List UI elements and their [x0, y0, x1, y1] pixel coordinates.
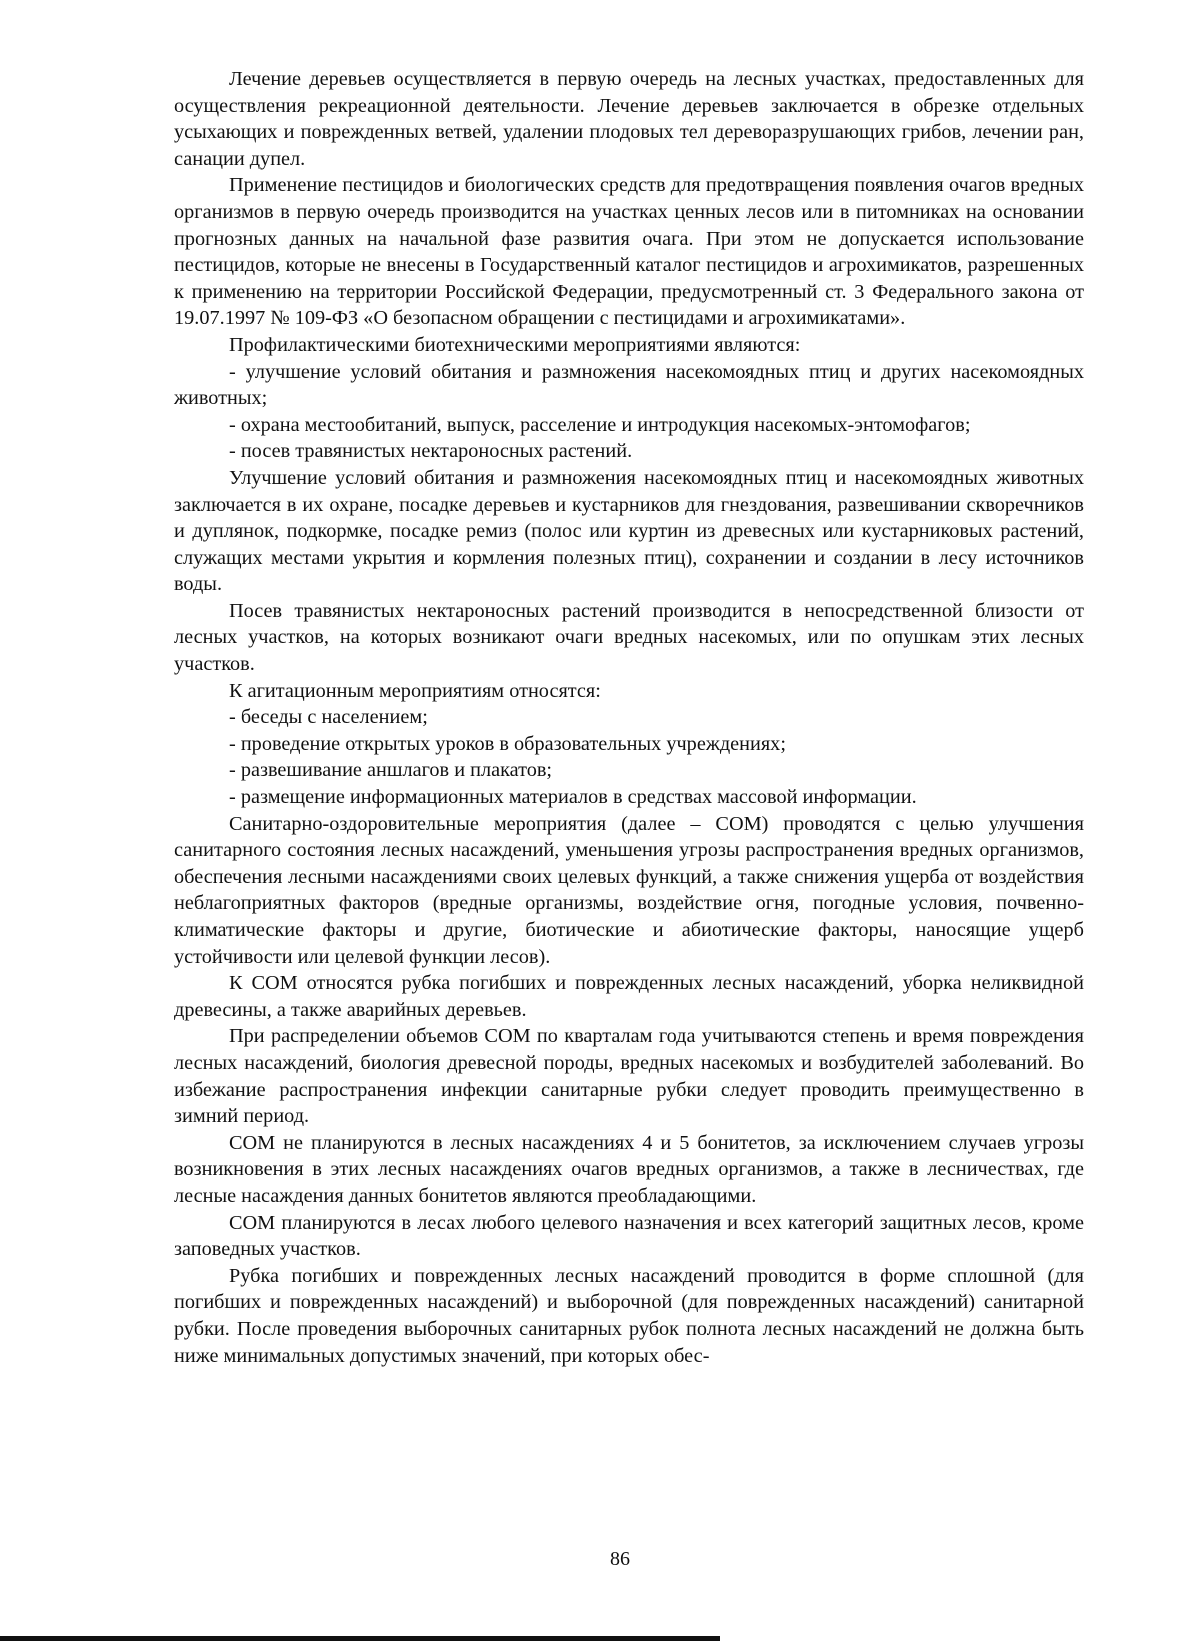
list-item-media: - размещение информационных материалов в средствах массовой информации.: [229, 786, 917, 809]
paragraph-biotechnical-intro: Профилактическими биотехническими мероприятиями являются:: [229, 333, 801, 356]
paragraph-habitat-improvement: Улучшение условий обитания и размножения насекомоядных птиц и насекомоядных животных заключается в их охране, посадке деревьев и кустарников для гнездования, развешивании скворечников и дуплянок, подкормке, посадке ремиз (полос или куртин из древесных или кустарниковых растений, служащих местами укрытия и кормления полезных птиц), сохранении и создании в лесу источников воды.: [174, 466, 1084, 596]
paragraph-som-includes: К СОМ относятся рубка погибших и поврежденных лесных насаждений, уборка неликвидной древесины, а также аварийных деревьев.: [174, 972, 1084, 1021]
paragraph-tree-treatment: Лечение деревьев осуществляется в первую очередь на лесных участках, предоставленных для осуществления рекреационной деятельности. Лечение деревьев заключается в обрезке отдельных усыхающих и поврежденных ветвей, удалении плодовых тел дереворазрушающих грибов, лечении ран, санации дупел.: [174, 68, 1084, 170]
list-item-nectar-plants: - посев травянистых нектароносных растений.: [229, 440, 633, 463]
paragraph-som-distribution: При распределении объемов СОМ по кварталам года учитываются степень и время повреждения лесных насаждений, биология древесной породы, вредных насекомых и возбудителей заболеваний. Во избежание распространения инфекции санитарные рубки следует проводить преимущественно в зимний период.: [174, 1025, 1084, 1128]
paragraph-pesticides: Применение пестицидов и биологических средств для предотвращения появления очагов вредных организмов в первую очередь производится на участках ценных лесов или в питомниках на основании прогнозных данных на начальной фазе развития очага. При этом не допускается использование пестицидов, которые не внесены в Государственный каталог пестицидов и агрохимикатов, разрешенных к применению на территории Российской Федерации, предусмотренный ст. 3 Федерального закона от 19.07.1997 № 109-ФЗ «О безопасном обращении с пестицидами и агрохимикатами».: [174, 174, 1084, 330]
paragraph-som-planned: СОМ планируются в лесах любого целевого назначения и всех категорий защитных лесов, кроме заповедных участков.: [174, 1211, 1084, 1261]
paragraph-nectar-sowing: Посев травянистых нектароносных растений производится в непосредственной близости от лесных участков, на которых возникают очаги вредных насекомых, или по опушкам этих лесных участков.: [174, 599, 1084, 676]
bottom-rule: [0, 1636, 720, 1641]
list-item-posters: - развешивание аншлагов и плакатов;: [229, 759, 553, 782]
document-body: [174, 66, 1084, 1369]
paragraph-som-definition: Санитарно-оздоровительные мероприятия (далее – СОМ) проводятся с целью улучшения санитарного состояния лесных насаждений, уменьшения угрозы распространения вредных организмов, обеспечения лесными насаждениями своих целевых функций, а также снижения ущерба от воздействия неблагоприятных факторов (вредные организмы, воздействие огня, погодные условия, почвенно-климатические факторы и другие, биотические и абиотические факторы, наносящие ущерб устойчивости или целевой функции лесов).: [174, 812, 1084, 968]
list-item-conversations: - беседы с населением;: [229, 706, 428, 729]
list-item-birds: - улучшение условий обитания и размножения насекомоядных птиц и других насекомоядных животных;: [174, 360, 1084, 410]
paragraph-felling-forms: Рубка погибших и поврежденных лесных насаждений проводится в форме сплошной (для погибших и поврежденных насаждений) и выборочной (для поврежденных насаждений) санитарной рубки. После проведения выборочных санитарных рубок полнота лесных насаждений не должна быть ниже минимальных допустимых значений, при которых обес-: [174, 1264, 1084, 1367]
paragraph-agitation-intro: К агитационным мероприятиям относятся:: [229, 679, 601, 702]
paragraph-som-not-planned: СОМ не планируются в лесных насаждениях 4 и 5 бонитетов, за исключением случаев угрозы возникновения в этих лесных насаждениях очагов вредных организмов, а также в лесничествах, где лесные насаждения данных бонитетов являются преобладающими.: [174, 1131, 1084, 1207]
page-number: 86: [610, 1548, 630, 1570]
list-item-entomophages: - охрана местообитаний, выпуск, расселение и интродукция насекомых-энтомофагов;: [229, 413, 971, 436]
list-item-open-lessons: - проведение открытых уроков в образовательных учреждениях;: [229, 732, 786, 755]
